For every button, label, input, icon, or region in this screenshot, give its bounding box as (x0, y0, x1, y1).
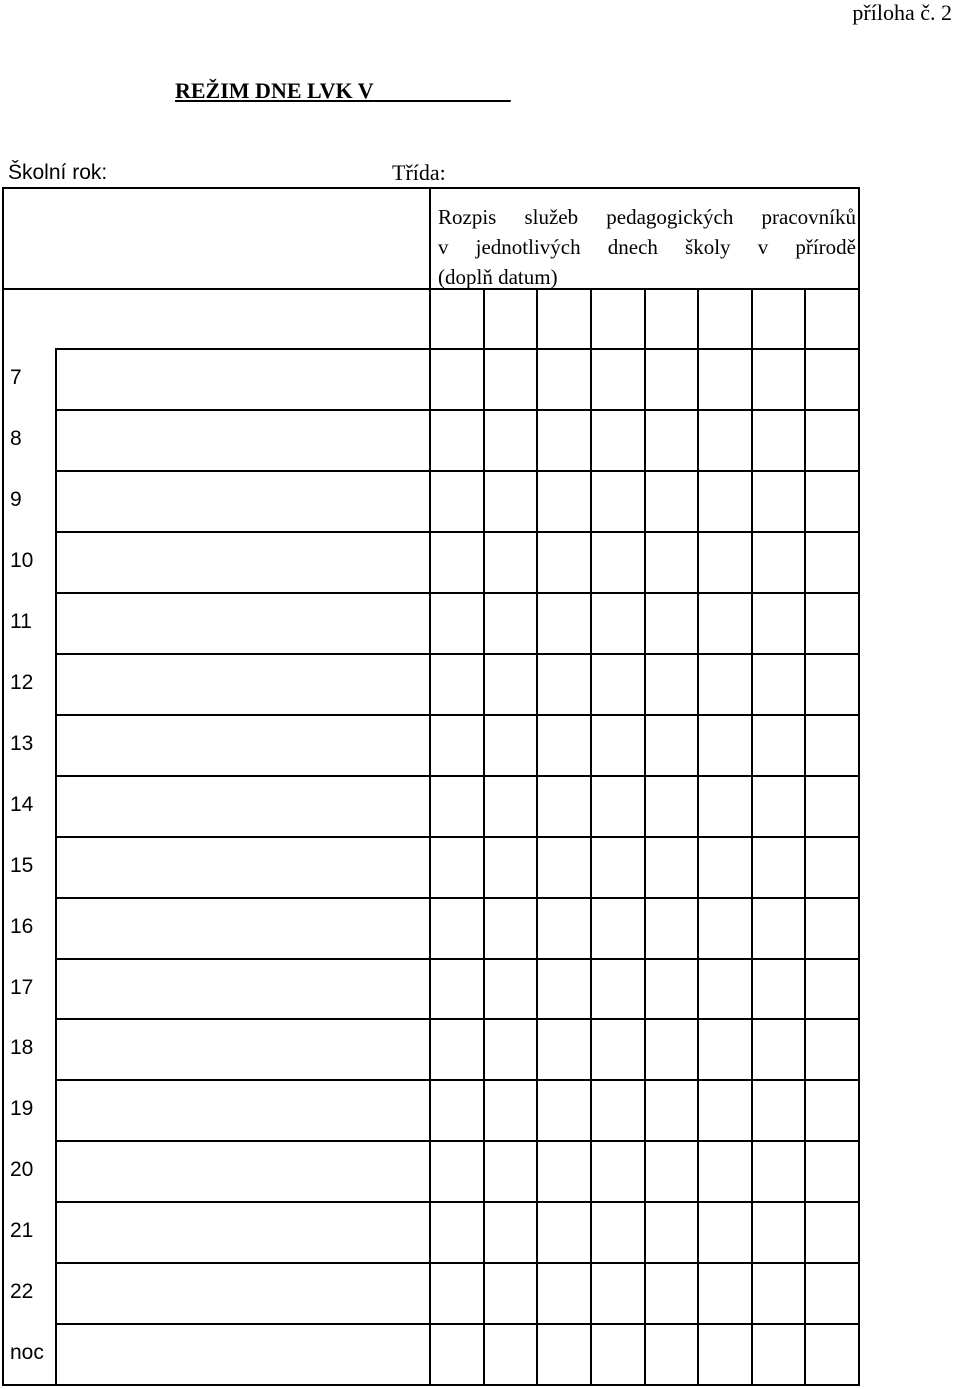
hour-label: 19 (10, 1097, 34, 1120)
hour-row-divider (55, 1201, 860, 1203)
hour-row-divider (55, 653, 860, 655)
hour-row-divider (55, 714, 860, 716)
hour-label: 21 (10, 1219, 34, 1242)
hour-label: 22 (10, 1280, 34, 1303)
hour-label: 13 (10, 732, 34, 755)
hour-label: 10 (10, 549, 34, 572)
hour-row-divider (55, 1323, 860, 1325)
hour-row-divider (55, 531, 860, 533)
appendix-label: příloha č. 2 (852, 0, 952, 25)
hour-label: 12 (10, 671, 34, 694)
hour-row-divider (55, 1140, 860, 1142)
heading-line-2: v jednotlivých dnech školy v přírodě (438, 235, 856, 259)
hour-label: 16 (10, 915, 34, 938)
hour-row-divider (55, 836, 860, 838)
heading-line-1: Rozpis služeb pedagogických pracovníků (438, 205, 856, 229)
hour-row-divider (55, 897, 860, 899)
hour-label: 9 (10, 488, 22, 511)
hour-label: 18 (10, 1036, 34, 1059)
grid-left-border (2, 187, 4, 1386)
hour-label-column-divider (55, 348, 57, 1386)
heading-line-3: (doplň datum) (438, 265, 558, 289)
grid-top-border (2, 187, 860, 189)
hour-label: 20 (10, 1158, 34, 1181)
hour-row-divider (55, 1079, 860, 1081)
hour-label: noc (10, 1341, 44, 1364)
hour-row-divider (55, 958, 860, 960)
hour-label: 8 (10, 427, 22, 450)
hour-row-divider (55, 470, 860, 472)
hour-label: 7 (10, 366, 22, 389)
hour-row-divider (55, 592, 860, 594)
grid-right-border (858, 187, 860, 1386)
hour-row-divider (55, 1262, 860, 1264)
hour-label: 14 (10, 793, 34, 816)
hour-label: 17 (10, 976, 34, 999)
title-text: REŽIM DNE LVK V (175, 78, 374, 103)
grid-bottom-border (2, 1384, 860, 1386)
class-label: Třída: (392, 160, 446, 185)
hour-row-divider (55, 409, 860, 411)
duty-roster-heading (438, 202, 856, 292)
school-year-label: Školní rok: (8, 161, 108, 184)
time-column-divider (429, 187, 431, 1386)
hour-row-divider (55, 1018, 860, 1020)
hour-row-divider (55, 775, 860, 777)
hour-label: 11 (10, 610, 32, 633)
date-row-divider (55, 348, 860, 350)
hour-label: 15 (10, 854, 34, 877)
